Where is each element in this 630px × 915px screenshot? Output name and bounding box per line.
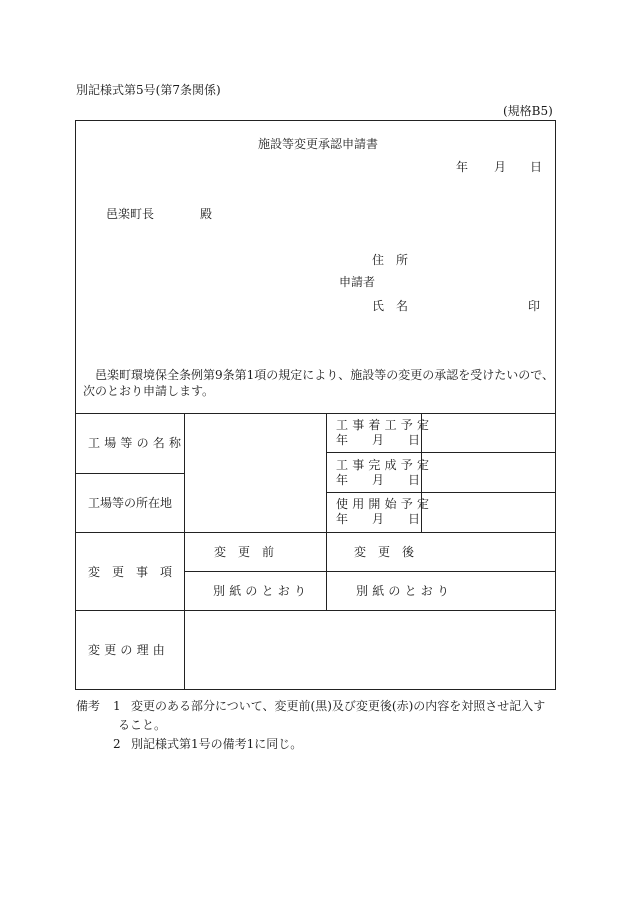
construction-complete-date: 年 月 日 bbox=[336, 473, 421, 487]
date-day: 日 bbox=[530, 160, 543, 174]
date-year: 年 bbox=[456, 160, 469, 174]
note-1-line-1: 変更のある部分について、変更前(黒)及び変更後(赤)の内容を対照させ記入す bbox=[131, 699, 546, 713]
construction-complete-label: 工事完成予定 bbox=[336, 458, 434, 472]
statement-line-2: 次のとおり申請します。 bbox=[83, 384, 215, 398]
factory-name-label: 工場等の名称 bbox=[88, 436, 186, 450]
rule-change-top bbox=[75, 532, 556, 533]
form-frame bbox=[75, 120, 556, 690]
table-top-rule bbox=[75, 413, 556, 414]
date-month: 月 bbox=[494, 160, 507, 174]
col-rule-middle bbox=[326, 413, 327, 610]
addressee-name: 邑楽町長 bbox=[106, 207, 155, 221]
statement-line-1: 邑楽町環境保全条例第9条第1項の規定により、施設等の変更の承認を受けたいので、 bbox=[83, 368, 555, 382]
rule-name-location bbox=[75, 473, 184, 474]
before-value: 別紙のとおり bbox=[213, 584, 311, 598]
note-1-line-2: ること。 bbox=[118, 718, 167, 732]
construction-start-label: 工事着工予定 bbox=[336, 418, 434, 432]
change-reason-label: 変更の理由 bbox=[88, 643, 170, 657]
after-value: 別紙のとおり bbox=[356, 584, 454, 598]
usage-start-label: 使用開始予定 bbox=[336, 497, 434, 511]
before-header: 変 更 前 bbox=[214, 545, 275, 559]
rule-reason-top bbox=[75, 610, 556, 611]
seal-mark: 印 bbox=[528, 299, 541, 313]
addressee-honorific: 殿 bbox=[200, 207, 213, 221]
factory-location-label: 工場等の所在地 bbox=[88, 496, 173, 510]
after-header: 変 更 後 bbox=[354, 545, 415, 559]
paper-size-label: (規格B5) bbox=[503, 104, 553, 118]
note-2-text: 別記様式第1号の備考1に同じ。 bbox=[131, 737, 303, 751]
col-rule-label bbox=[184, 413, 185, 690]
form-reference: 別記様式第5号(第7条関係) bbox=[76, 83, 221, 97]
form-title: 施設等変更承認申請書 bbox=[258, 137, 379, 151]
note-2-number: 2 bbox=[113, 737, 121, 751]
usage-start-date: 年 月 日 bbox=[336, 512, 421, 526]
applicant-name-label: 氏 名 bbox=[372, 299, 409, 313]
rule-schedule-1 bbox=[326, 452, 556, 453]
applicant-address-label: 住 所 bbox=[372, 253, 409, 267]
rule-schedule-2 bbox=[326, 492, 556, 493]
construction-start-date: 年 月 日 bbox=[336, 433, 421, 447]
note-1-number: 1 bbox=[113, 699, 121, 713]
notes-heading: 備考 bbox=[76, 699, 101, 713]
change-items-label: 変 更 事 項 bbox=[88, 565, 173, 579]
rule-change-mid bbox=[184, 571, 556, 572]
applicant-role-label: 申請者 bbox=[339, 275, 376, 289]
